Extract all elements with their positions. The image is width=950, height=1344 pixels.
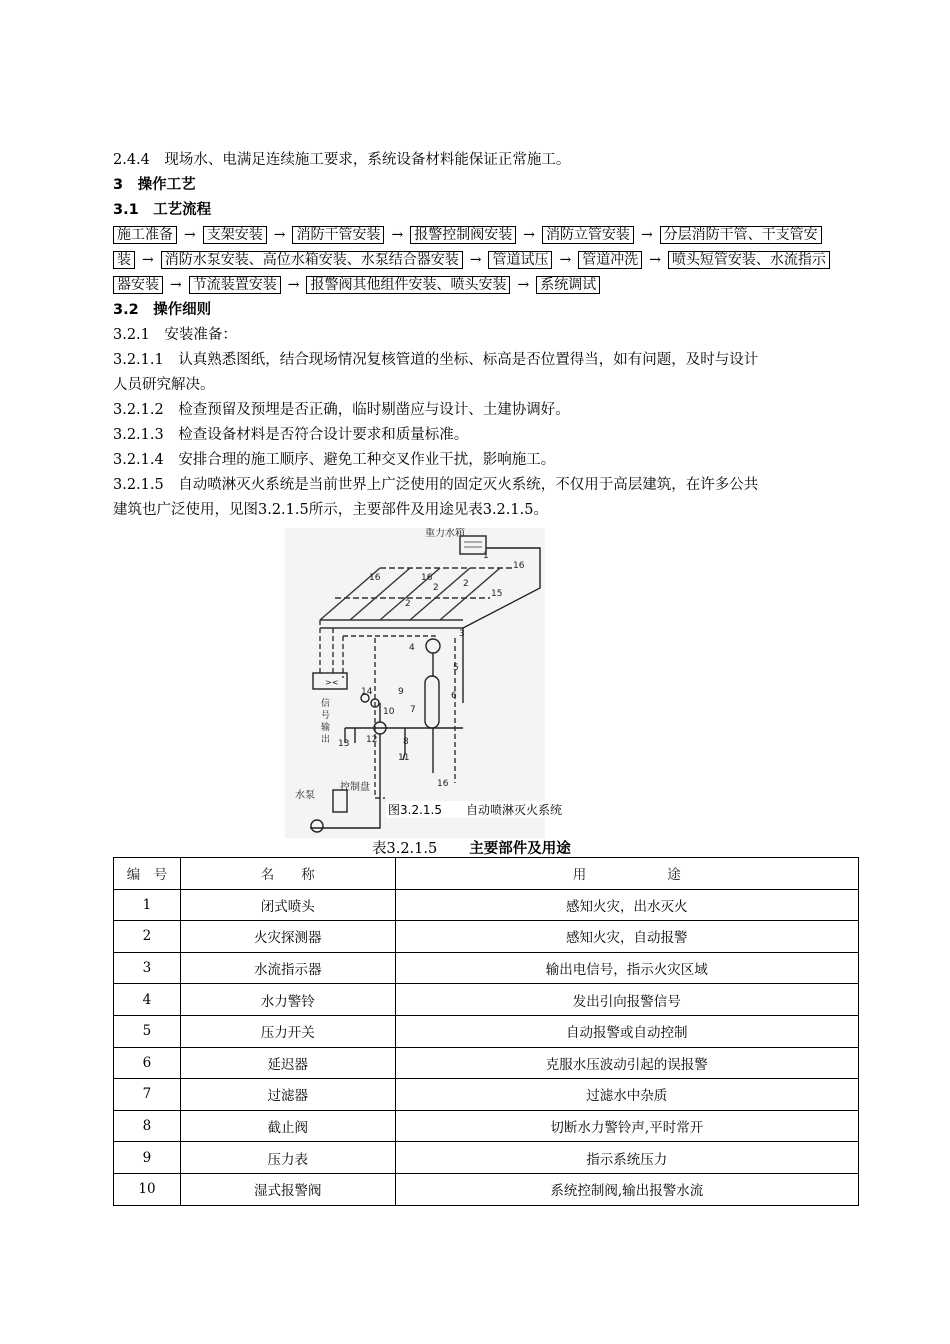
signal-label: 出	[321, 735, 331, 745]
signal-label: 号	[321, 711, 331, 721]
signal-label: 信	[321, 699, 331, 709]
flow-arrow: →	[142, 252, 154, 268]
cell-number: 3	[114, 952, 181, 984]
flow-arrow: →	[287, 277, 300, 293]
parts-table	[113, 857, 859, 1206]
pump-label: 水泵	[295, 790, 315, 801]
cell-usage: 感知火灾，出水灭火	[395, 889, 858, 921]
clause-3-2-1: 3.2.1 安装准备：	[113, 327, 237, 343]
cell-name: 湿式报警阀	[180, 1173, 395, 1205]
part-number: 12	[366, 735, 378, 745]
table-row	[114, 1015, 859, 1047]
cell-name: 过滤器	[180, 1079, 395, 1111]
flow-step: 施工准备	[113, 226, 177, 244]
signal-label: 输	[321, 723, 331, 733]
process-flow-line-3	[113, 273, 861, 298]
part-number: 16	[513, 561, 525, 571]
part-number: 9	[398, 687, 404, 697]
clause-3-2-1-1-line-1: 3.2.1.1 认真熟悉图纸，结合现场情况复核管道的坐标、标高是否位置得当，如有问题，及时与设计	[113, 352, 759, 368]
part-number: 11	[398, 753, 410, 763]
flow-arrow: →	[170, 277, 182, 293]
part-number: 4	[409, 643, 415, 653]
part-number: 13	[338, 739, 350, 749]
flow-step: 系统调试	[536, 276, 600, 294]
process-flow-line-1	[113, 223, 861, 248]
part-number: 15	[491, 589, 503, 599]
flow-step: 器安装	[113, 276, 163, 294]
heading-3-2: 3.2 操作细则	[113, 302, 212, 318]
flow-step: 喷头短管安装、水流指示	[668, 251, 830, 269]
header-name: 名 称	[180, 858, 395, 890]
figure-caption: 图3.2.1.5 自动喷淋灭火系统	[388, 803, 562, 817]
cell-number: 7	[114, 1079, 181, 1111]
flow-step: 报警控制阀安装	[410, 226, 516, 244]
header-usage: 用 途	[395, 858, 858, 890]
table-header-row	[114, 858, 859, 890]
svg-text:><: ><	[325, 678, 339, 687]
part-number: 16	[369, 573, 381, 583]
cell-usage: 过滤水中杂质	[395, 1079, 858, 1111]
heading-3: 3 操作工艺	[113, 177, 196, 193]
part-number: 2	[433, 583, 439, 593]
sprinkler-system-diagram	[285, 528, 545, 838]
table-row	[114, 1079, 859, 1111]
table-row	[114, 1142, 859, 1174]
cell-name: 截止阀	[180, 1110, 395, 1142]
cell-usage: 输出电信号，指示火灾区域	[395, 952, 858, 984]
clause-3-2-1-2: 3.2.1.2 检查预留及预埋是否正确，临时剔凿应与设计、土建协调好。	[113, 402, 570, 418]
part-number: 16	[437, 779, 449, 789]
flow-step: 装	[113, 251, 135, 269]
flow-step: 消防干管安装	[292, 226, 384, 244]
flow-arrow: →	[640, 227, 653, 243]
part-number: 6	[451, 691, 457, 701]
flow-arrow: →	[273, 227, 286, 243]
header-number: 编 号	[114, 858, 181, 890]
cell-usage: 发出引向报警信号	[395, 984, 858, 1016]
flow-arrow: →	[469, 252, 482, 268]
table-row	[114, 1173, 859, 1205]
part-number: 16	[421, 573, 433, 583]
flow-step: 分层消防干管、干支管安	[660, 226, 822, 244]
cell-usage: 切断水力警铃声,平时常开	[395, 1110, 858, 1142]
flow-arrow: →	[517, 277, 530, 293]
part-number: 5	[453, 663, 459, 673]
part-number: 3	[459, 629, 465, 639]
cell-number: 6	[114, 1047, 181, 1079]
table-row	[114, 952, 859, 984]
cell-number: 4	[114, 984, 181, 1016]
cell-number: 1	[114, 889, 181, 921]
cell-usage: 系统控制阀,输出报警水流	[395, 1173, 858, 1205]
part-number: 2	[405, 599, 411, 609]
flow-arrow: →	[391, 227, 404, 243]
cell-number: 10	[114, 1173, 181, 1205]
panel-label: 控制盘	[340, 782, 370, 793]
flow-step: 报警阀其他组件安装、喷头安装	[306, 276, 510, 294]
flow-arrow: →	[559, 252, 572, 268]
cell-number: 2	[114, 921, 181, 953]
clause-3-2-1-3: 3.2.1.3 检查设备材料是否符合设计要求和质量标准。	[113, 427, 469, 443]
table-row	[114, 1047, 859, 1079]
flow-step: 支架安装	[203, 226, 267, 244]
flow-step: 消防立管安装	[542, 226, 634, 244]
part-number: 10	[383, 707, 395, 717]
cell-name: 压力开关	[180, 1015, 395, 1047]
flow-step: 节流装置安装	[189, 276, 281, 294]
table-row	[114, 984, 859, 1016]
part-number: 1	[483, 551, 489, 561]
table-caption-number: 表3.2.1.5	[372, 841, 438, 857]
flow-step: 管道试压	[488, 251, 552, 269]
flow-arrow: →	[649, 252, 661, 268]
flow-arrow: →	[523, 227, 535, 243]
cell-number: 9	[114, 1142, 181, 1174]
cell-number: 8	[114, 1110, 181, 1142]
table-row	[114, 1110, 859, 1142]
cell-name: 延迟器	[180, 1047, 395, 1079]
cell-name: 水流指示器	[180, 952, 395, 984]
cell-name: 火灾探测器	[180, 921, 395, 953]
cell-name: 闭式喷头	[180, 889, 395, 921]
part-number: 8	[403, 737, 409, 747]
clause-3-2-1-1-line-2: 人员研究解决。	[113, 377, 215, 393]
cell-name: 水力警铃	[180, 984, 395, 1016]
tank-label: 重力水箱	[425, 528, 465, 539]
flow-step: 管道冲洗	[578, 251, 642, 269]
table-row	[114, 889, 859, 921]
clause-3-2-1-5-line-2: 建筑也广泛使用，见图3.2.1.5所示，主要部件及用途见表3.2.1.5。	[113, 502, 548, 518]
clause-3-2-1-5-line-1: 3.2.1.5 自动喷淋灭火系统是当前世界上广泛使用的固定灭火系统，不仅用于高层建筑，在许多公共	[113, 477, 759, 493]
process-flow-line-2	[113, 248, 861, 273]
cell-usage: 克服水压波动引起的误报警	[395, 1047, 858, 1079]
cell-usage: 自动报警或自动控制	[395, 1015, 858, 1047]
cell-number: 5	[114, 1015, 181, 1047]
heading-3-1: 3.1 工艺流程	[113, 202, 212, 218]
cell-usage: 感知火灾，自动报警	[395, 921, 858, 953]
cell-name: 压力表	[180, 1142, 395, 1174]
part-number: 7	[410, 705, 416, 715]
table-caption-title: 主要部件及用途	[469, 841, 571, 857]
flow-arrow: →	[184, 227, 196, 243]
part-number: 14	[361, 687, 373, 697]
table-row	[114, 921, 859, 953]
clause-3-2-1-4: 3.2.1.4 安排合理的施工顺序、避免工种交叉作业干扰，影响施工。	[113, 452, 556, 468]
cell-usage: 指示系统压力	[395, 1142, 858, 1174]
table-caption	[372, 837, 571, 858]
flow-step: 消防水泵安装、高位水箱安装、水泵结合器安装	[161, 251, 463, 269]
part-number: 2	[463, 579, 469, 589]
clause-2-4-4: 2.4.4 现场水、电满足连续施工要求，系统设备材料能保证正常施工。	[113, 152, 571, 168]
